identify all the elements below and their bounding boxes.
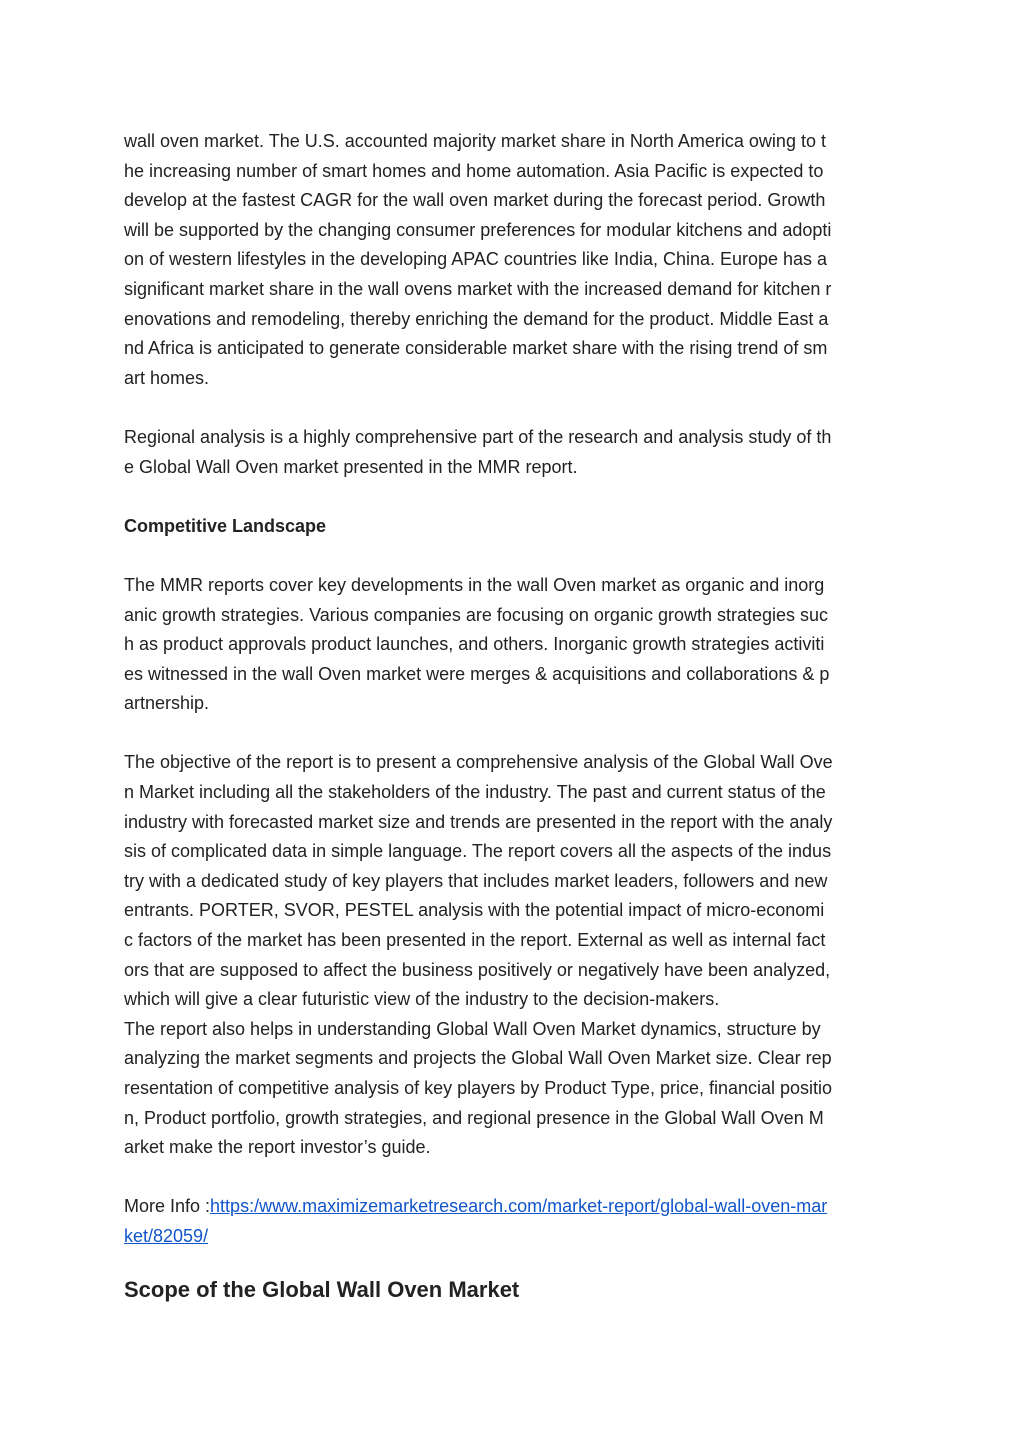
text-line: industry with forecasted market size and trends are presented in the report with the analy: [124, 811, 833, 832]
text-line: h as product approvals product launches, and others. Inorganic growth strategies activiti: [124, 634, 825, 655]
text-line: es witnessed in the wall Oven market were merges & acquisitions and collaborations & p: [124, 663, 830, 684]
text-line: develop at the fastest CAGR for the wall oven market during the forecast period. Growth: [124, 190, 826, 211]
text-line: will be supported by the changing consumer preferences for modular kitchens and adopti: [124, 219, 832, 240]
text-line: nd Africa is anticipated to generate considerable market share with the rising trend of sm: [124, 338, 828, 359]
text-line: The objective of the report is to present a comprehensive analysis of the Global Wall Ove: [124, 752, 833, 773]
text-line: The report also helps in understanding Global Wall Oven Market dynamics, structure by: [124, 1018, 821, 1039]
text-line: significant market share in the wall ovens market with the increased demand for kitchen r: [124, 278, 832, 299]
text-line: n Market including all the stakeholders of the industry. The past and current status of the: [124, 782, 826, 803]
text-line: wall oven market. The U.S. accounted majority market share in North America owing to t: [124, 131, 826, 151]
paragraph-spacer: [124, 482, 904, 512]
text-line: n, Product portfolio, growth strategies, and regional presence in the Global Wall Oven M: [124, 1107, 824, 1128]
text-line: anic growth strategies. Various companies are focusing on organic growth strategies suc: [124, 604, 829, 625]
paragraph-spacer: [124, 393, 904, 423]
text-line: he increasing number of smart homes and home automation. Asia Pacific is expected to: [124, 160, 824, 181]
text-line: e Global Wall Oven market presented in the MMR report.: [124, 456, 578, 477]
more-info-line: [124, 1192, 904, 1222]
text-line: which will give a clear futuristic view of the industry to the decision-makers.: [124, 989, 720, 1010]
paragraph-regional-overview: [124, 127, 904, 393]
paragraph-competitive-landscape: [124, 571, 904, 719]
text-line: Regional analysis is a highly comprehensive part of the research and analysis study of th: [124, 426, 832, 447]
document-page: [124, 127, 904, 1302]
paragraph-spacer: [124, 541, 904, 571]
text-line: arket make the report investor’s guide.: [124, 1137, 431, 1158]
text-line: on of western lifestyles in the developing APAC countries like India, China. Europe has a: [124, 249, 828, 270]
report-link-continued[interactable]: ket/82059/: [124, 1225, 209, 1246]
text-line: resentation of competitive analysis of key players by Product Type, price, financial positio: [124, 1078, 833, 1098]
paragraph-spacer: [124, 719, 904, 749]
text-line: c factors of the market has been presented in the report. External as well as internal fact: [124, 930, 826, 951]
text-line: art homes.: [124, 367, 210, 388]
text-line: ors that are supposed to affect the business positively or negatively have been analyzed,: [124, 959, 831, 980]
competitive-landscape-heading: Competitive Landscape: [124, 515, 327, 536]
more-info-label: More Info :: [124, 1196, 211, 1217]
text-line: analyzing the market segments and projects the Global Wall Oven Market size. Clear rep: [124, 1048, 832, 1069]
text-line: The MMR reports cover key developments in the wall Oven market as organic and inorg: [124, 574, 825, 595]
text-line: sis of complicated data in simple language. The report covers all the aspects of the indus: [124, 841, 832, 862]
text-line: try with a dedicated study of key players that includes market leaders, followers and new: [124, 870, 828, 891]
scope-heading: Scope of the Global Wall Oven Market: [124, 1277, 520, 1302]
more-info-line: [124, 1222, 904, 1252]
report-link[interactable]: https:/www.maximizemarketresearch.com/market-report/global-wall-oven-mar: [210, 1196, 828, 1217]
more-info-paragraph: [124, 1192, 904, 1251]
text-line: artnership.: [124, 693, 210, 714]
text-line: entrants. PORTER, SVOR, PESTEL analysis with the potential impact of micro-economi: [124, 900, 825, 921]
paragraph-spacer: [124, 1163, 904, 1193]
paragraph-regional-analysis: [124, 423, 904, 482]
text-line: enovations and remodeling, thereby enriching the demand for the product. Middle East a: [124, 308, 829, 329]
paragraph-report-objective: [124, 748, 904, 1162]
